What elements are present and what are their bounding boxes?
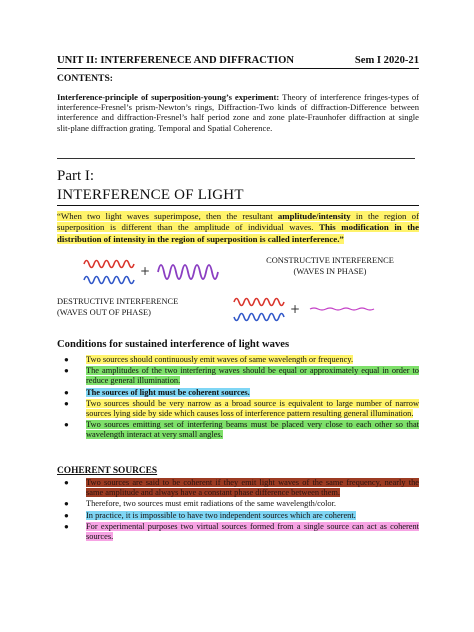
coherent-text: Therefore, two sources must emit radiations of the same wavelength/color. <box>86 499 337 509</box>
coherent-text: For experimental purposes two virtual sources formed from a single source can act as coherent sources. <box>86 521 419 542</box>
section-divider <box>57 158 415 159</box>
purple-wave <box>158 265 218 279</box>
constructive-label <box>250 256 410 277</box>
list-item: ● The amplitudes of the two interfering waves should be equal or approximately equal in order to reduce general illumination. <box>64 366 419 386</box>
condition-text: Two sources emitting set of interfering beams must be placed very close to each other so that wavelength interact at very small angles. <box>86 420 419 440</box>
quote-part-3: in the region of superposition is different than the amplitude of individual waves. <box>57 211 419 233</box>
blue-wave <box>84 277 134 284</box>
part-label: Part I: <box>57 168 95 184</box>
list-item: ● The sources of light must be coherent sources. <box>64 387 250 397</box>
condition-text: Two sources should continuously emit waves of same wavelength or frequency. <box>86 355 354 364</box>
list-item: ● Therefore, two sources must emit radiations of the same wavelength/color. <box>64 499 337 509</box>
page-header <box>57 55 419 66</box>
list-item: ● Two sources emitting set of interfering beams must be placed very close to each other so that wavelength interact at very small angles. <box>64 420 419 440</box>
flat-result-wave <box>310 308 374 310</box>
condition-text: Two sources should be very narrow as a broad source is equivalent to large number of narrow sources lying side by side which causes loss of interference pattern resulting general illumination. <box>86 398 419 419</box>
destructive-label-line2: (WAVES OUT OF PHASE) <box>57 307 151 317</box>
contents-heading: CONTENTS: <box>57 73 113 84</box>
quote-part-4: This modification in the distribution of intensity in the region of superposition is called interference.” <box>57 222 419 244</box>
title-rule <box>57 205 419 206</box>
conditions-list <box>57 355 419 442</box>
contents-body: Theory of interference fringes-types of interference-Fresnel’s prism-Newton’s rings, Diffraction-Two kinds of diffraction-Difference between interference and diffraction-Fresnel’s half period zone and zone plate-Fraunhofer diffraction at single slit-plane diffraction grating. Temporal and Spatial Coherence. <box>57 92 419 133</box>
destructive-label <box>57 297 227 318</box>
plus-sign: + <box>140 264 151 278</box>
constructive-waves-figure <box>82 252 232 292</box>
semester-label: Sem I 2020-21 <box>354 55 419 66</box>
coherent-list <box>57 478 419 543</box>
list-item: ● Two sources are said to be coherent if they emit light waves of the same frequency, nearly the same amplitude and always have a constant phase difference between them. <box>64 478 419 498</box>
condition-text: The amplitudes of the two interfering waves should be equal or approximately equal in order to reduce general illumination. <box>86 366 419 386</box>
contents-paragraph <box>57 92 419 133</box>
coherent-text: In practice, it is impossible to have two independent sources which are coherent. <box>86 510 356 520</box>
list-item: ● Two sources should be very narrow as a broad source is equivalent to large number of narrow sources lying side by side which causes loss of interference pattern resulting general illumination. <box>64 398 419 419</box>
destructive-label-line1: DESTRUCTIVE INTERFERENCE <box>57 297 179 306</box>
list-item: ● For experimental purposes two virtual sources formed from a single source can act as coherent sources. <box>64 521 419 542</box>
quote-part-2: amplitude/intensity <box>277 211 351 221</box>
header-rule <box>57 68 419 69</box>
coherent-text: Two sources are said to be coherent if they emit light waves of the same frequency, nearly the same amplitude and always have a constant phase difference between them. <box>86 478 419 498</box>
red-wave <box>84 261 134 268</box>
blue-wave-out-of-phase <box>234 314 284 321</box>
constructive-label-line1: CONSTRUCTIVE INTERFERENCE <box>266 256 394 265</box>
list-item: ● Two sources should continuously emit waves of same wavelength or frequency. <box>64 355 354 364</box>
definition-quote <box>57 211 419 245</box>
list-item: ● In practice, it is impossible to have two independent sources which are coherent. <box>64 510 356 520</box>
condition-text: The sources of light must be coherent sources. <box>86 387 250 397</box>
unit-title: UNIT II: INTERFERENECE AND DIFFRACTION <box>57 55 295 66</box>
contents-lead: Interference-principle of superposition-young’s experiment: <box>57 92 280 102</box>
destructive-waves-figure <box>232 293 382 329</box>
red-wave-out-of-phase <box>234 299 284 306</box>
quote-part-1: “When two light waves superimpose, then the resultant <box>57 211 278 221</box>
plus-sign-2: + <box>290 302 301 316</box>
section-title: INTERFERENCE OF LIGHT <box>57 187 244 203</box>
coherent-sources-heading: COHERENT SOURCES <box>57 466 158 476</box>
constructive-label-line2: (WAVES IN PHASE) <box>293 266 367 276</box>
conditions-heading: Conditions for sustained interference of light waves <box>57 339 290 350</box>
